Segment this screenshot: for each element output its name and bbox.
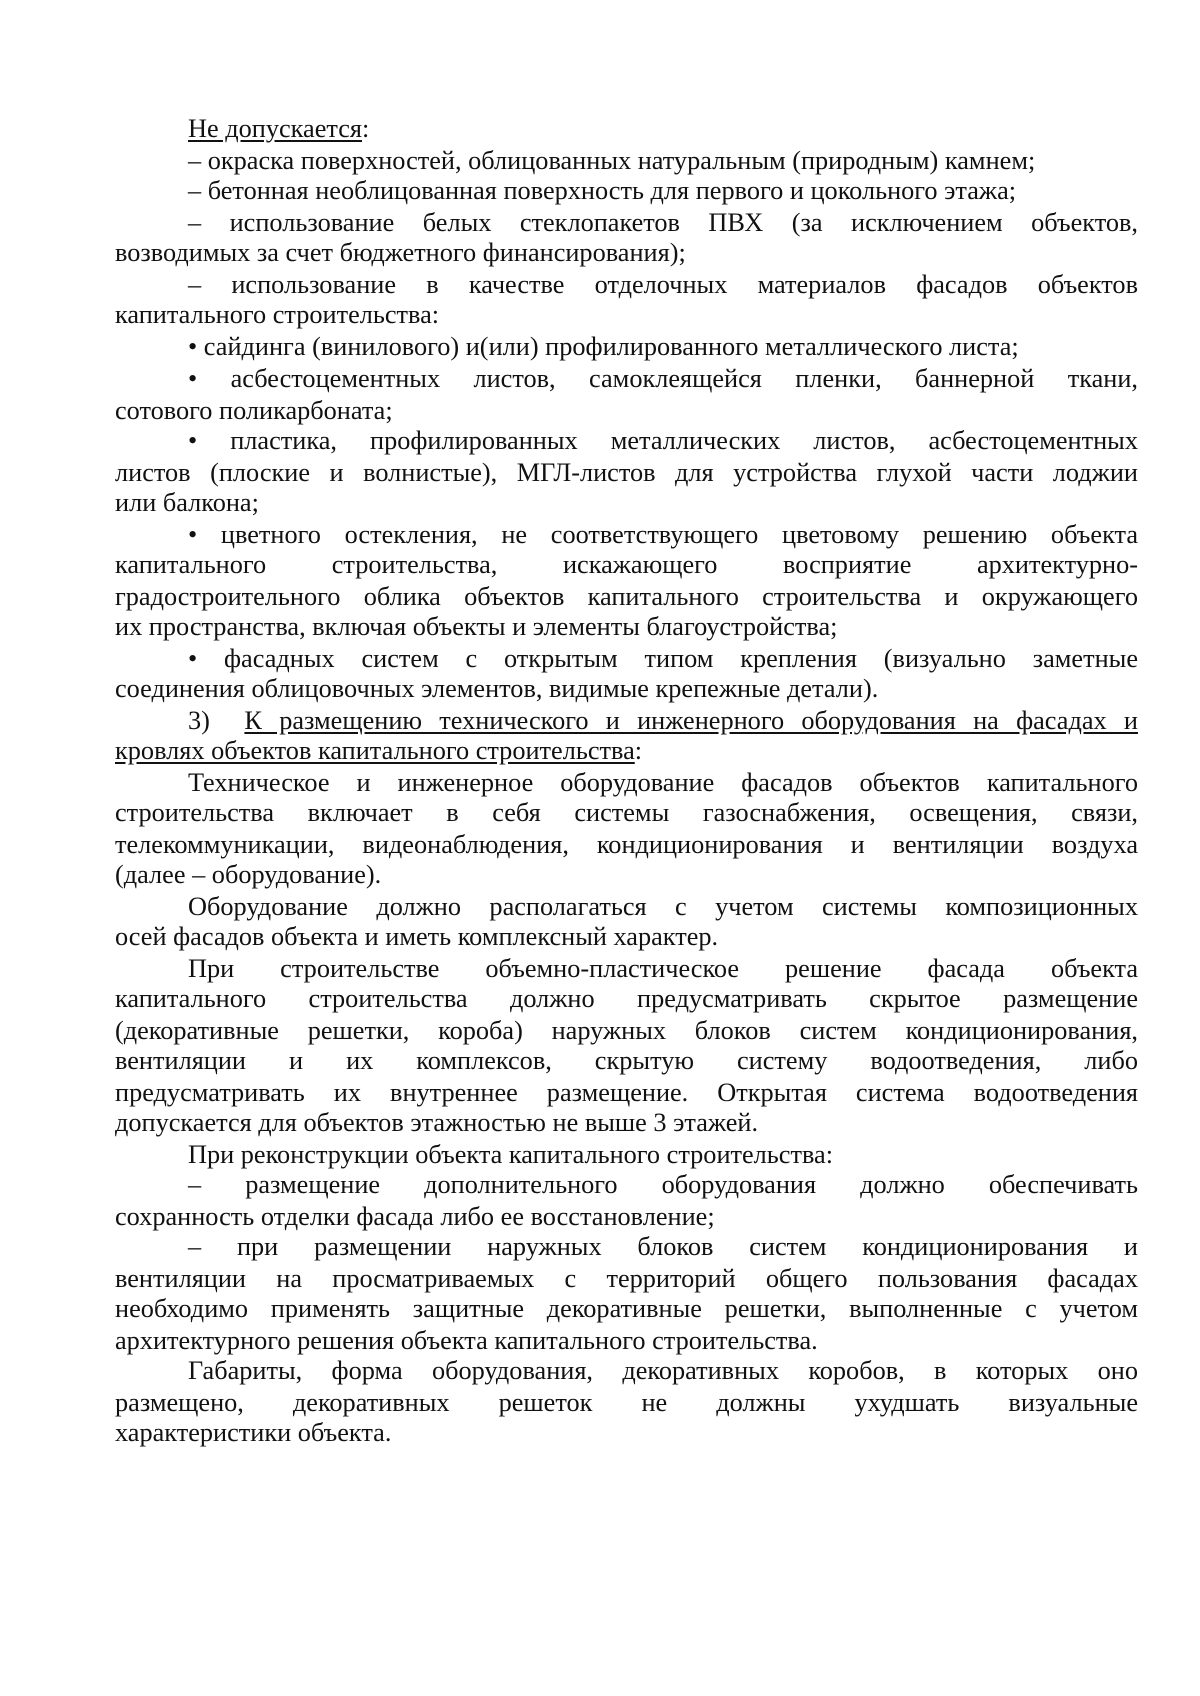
text-line — [115, 952, 1138, 985]
line-text: Техническое и инженерное оборудование фасадов объектов капитального — [188, 768, 1138, 797]
line-text: листов (плоские и волнистые), МГЛ-листов для устройства глухой части лоджии — [115, 458, 1138, 487]
line-text: – при размещении наружных блоков систем кондиционирования и — [188, 1232, 1138, 1261]
text-line — [115, 144, 1138, 177]
line-text: архитектурного решения объекта капитального строительства. — [115, 1326, 818, 1355]
text-line — [115, 610, 1138, 643]
text-line — [115, 548, 1138, 581]
text-line — [115, 672, 1138, 705]
line-text: капитального строительства: — [115, 300, 440, 329]
text-line — [115, 330, 1138, 363]
text-line — [115, 796, 1138, 829]
underlined-heading: Не допускается — [188, 114, 362, 143]
line-text: вентиляции и их комплексов, скрытую систему водоотведения, либо — [115, 1046, 1138, 1075]
line-text: градостроительного облика объектов капитального строительства и окружающего — [115, 582, 1138, 611]
text-line — [115, 766, 1138, 799]
line-text: При реконструкции объекта капитального строительства: — [188, 1140, 834, 1169]
line-text: сотового поликарбоната; — [115, 396, 393, 425]
text-line — [115, 1324, 1138, 1357]
line-text: • цветного остекления, не соответствующего цветовому решению объекта — [188, 520, 1138, 549]
text-line — [115, 580, 1138, 613]
line-text: • сайдинга (винилового) и(или) профилированного металлического листа; — [188, 332, 1019, 361]
line-text: – бетонная необлицованная поверхность для первого и цокольного этажа; — [188, 176, 1017, 205]
text-line — [115, 642, 1138, 675]
line-text: необходимо применять защитные декоративные решетки, выполненные с учетом — [115, 1294, 1138, 1323]
line-text: соединения облицовочных элементов, видимые крепежные детали). — [115, 674, 879, 703]
line-text: – использование в качестве отделочных материалов фасадов объектов — [188, 270, 1138, 299]
line-text: характеристики объекта. — [115, 1418, 392, 1447]
text-line — [115, 518, 1138, 551]
text-line — [115, 1386, 1138, 1419]
text-line — [115, 920, 1138, 953]
line-suffix: : — [634, 736, 643, 765]
text-line — [115, 858, 1138, 891]
text-line — [115, 982, 1138, 1015]
text-line — [115, 1262, 1138, 1295]
line-text: • асбестоцементных листов, самоклеящейся пленки, баннерной ткани, — [188, 364, 1138, 393]
line-text: возводимых за счет бюджетного финансирования); — [115, 238, 686, 267]
text-line — [115, 424, 1138, 457]
text-line — [115, 1292, 1138, 1325]
text-line — [115, 704, 1138, 737]
text-line — [115, 236, 1138, 269]
line-text: капитального строительства, искажающего восприятие архитектурно- — [115, 550, 1138, 579]
line-text: Оборудование должно располагаться с учетом системы композиционных — [188, 892, 1138, 921]
text-line — [115, 486, 1138, 519]
line-text: Габариты, форма оборудования, декоративных коробов, в которых оно — [188, 1356, 1138, 1385]
text-line — [115, 1076, 1138, 1109]
text-line — [115, 174, 1138, 207]
text-line — [115, 828, 1138, 861]
text-line — [115, 206, 1138, 239]
line-text: – окраска поверхностей, облицованных натуральным (природным) камнем; — [188, 146, 1036, 175]
text-line — [115, 1014, 1138, 1047]
line-text: При строительстве объемно-пластическое решение фасада объекта — [188, 954, 1138, 983]
text-line — [115, 394, 1138, 427]
line-text: (декоративные решетки, короба) наружных блоков систем кондиционирования, — [115, 1016, 1138, 1045]
text-line — [115, 890, 1138, 923]
line-text: допускается для объектов этажностью не выше 3 этажей. — [115, 1108, 759, 1137]
text-line — [115, 1200, 1138, 1233]
underlined-heading: кровлях объектов капитального строительства — [115, 736, 635, 765]
line-text: • пластика, профилированных металлических листов, асбестоцементных — [188, 426, 1138, 455]
line-text: их пространства, включая объекты и элементы благоустройства; — [115, 612, 838, 641]
line-text: вентиляции на просматриваемых с территорий общего пользования фасадах — [115, 1264, 1138, 1293]
line-text: – использование белых стеклопакетов ПВХ (за исключением объектов, — [188, 208, 1138, 237]
line-text: предусматривать их внутреннее размещение. Открытая система водоотведения — [115, 1078, 1138, 1107]
underlined-heading: К размещению технического и инженерного оборудования на фасадах и — [244, 706, 1138, 735]
line-text: телекоммуникации, видеонаблюдения, кондиционирования и вентиляции воздуха — [115, 830, 1138, 859]
text-line — [115, 1230, 1138, 1263]
text-line — [115, 298, 1138, 331]
line-text: или балкона; — [115, 488, 259, 517]
text-line — [115, 734, 1138, 767]
text-line — [115, 456, 1138, 489]
text-line — [115, 1168, 1138, 1201]
list-number: 3) — [188, 706, 245, 735]
text-line — [115, 268, 1138, 301]
line-text: – размещение дополнительного оборудования должно обеспечивать — [188, 1170, 1138, 1199]
line-text: сохранность отделки фасада либо ее восстановление; — [115, 1202, 715, 1231]
text-line — [115, 1106, 1138, 1139]
line-text: капитального строительства должно предусматривать скрытое размещение — [115, 984, 1138, 1013]
line-text: размещено, декоративных решеток не должны ухудшать визуальные — [115, 1388, 1138, 1417]
line-text: осей фасадов объекта и иметь комплексный характер. — [115, 922, 719, 951]
text-line — [115, 362, 1138, 395]
text-line — [115, 1416, 1138, 1449]
line-text: (далее – оборудование). — [115, 860, 382, 889]
text-line — [115, 1044, 1138, 1077]
text-line — [115, 1354, 1138, 1387]
line-text: • фасадных систем с открытым типом крепления (визуально заметные — [188, 644, 1138, 673]
line-text: строительства включает в себя системы газоснабжения, освещения, связи, — [115, 798, 1138, 827]
line-suffix: : — [361, 114, 370, 143]
text-line — [115, 1138, 1138, 1171]
text-line — [115, 112, 1138, 145]
